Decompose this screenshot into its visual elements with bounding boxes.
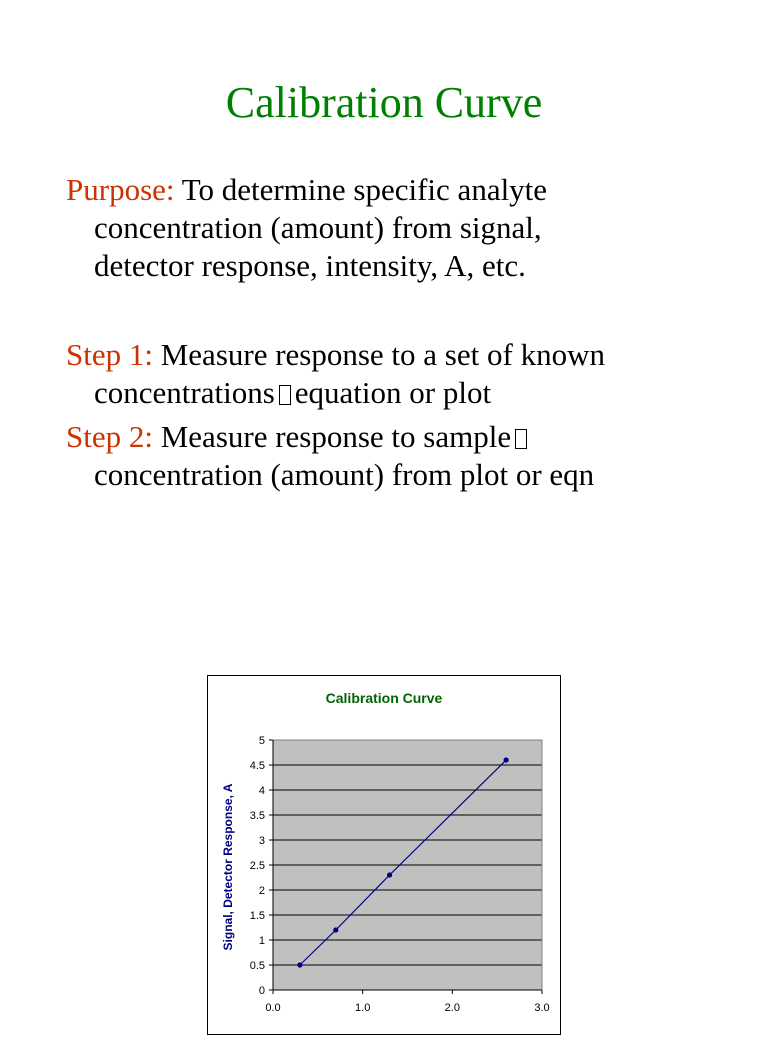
y-tick-label: 2 — [258, 885, 265, 897]
purpose-paragraph — [66, 171, 746, 285]
x-tick-label: 0.0 — [265, 1002, 281, 1014]
step2-text-1: Measure response to sample — [160, 419, 512, 454]
chart-y-axis-label: Signal, Detector Response, A — [221, 783, 235, 951]
step2-paragraph — [66, 418, 746, 494]
step1-line-1 — [66, 336, 746, 374]
step1-text-1: Measure response to a set of known — [160, 337, 605, 372]
data-point — [297, 962, 302, 967]
purpose-line-2: concentration (amount) from signal, — [94, 210, 542, 245]
step2-label: Step 2: — [66, 419, 153, 454]
y-tick-label: 4.5 — [249, 760, 265, 772]
step1-label: Step 1: — [66, 337, 153, 372]
purpose-line-3: detector response, intensity, A, etc. — [94, 248, 526, 283]
x-tick-label: 3.0 — [534, 1002, 550, 1014]
slide-title: Calibration Curve — [225, 78, 543, 127]
step1-line-2 — [66, 374, 746, 412]
y-tick-label: 0 — [258, 985, 265, 997]
purpose-label: Purpose: — [66, 172, 175, 207]
step2-line-2: concentration (amount) from plot or eqn — [94, 457, 595, 492]
data-point — [387, 872, 392, 877]
step2-line-1 — [66, 418, 746, 456]
x-tick-label: 1.0 — [355, 1002, 371, 1014]
y-tick-label: 1 — [258, 935, 265, 947]
y-tick-label: 2.5 — [249, 860, 265, 872]
y-tick-label: 3.5 — [249, 810, 265, 822]
chart-svg — [208, 676, 560, 1034]
step1-text-2a: concentrations — [94, 375, 275, 410]
y-tick-label: 5 — [258, 735, 265, 747]
missing-arrow-glyph-icon — [279, 385, 291, 405]
y-tick-label: 0.5 — [249, 960, 265, 972]
x-tick-label: 2.0 — [444, 1002, 460, 1014]
data-point — [504, 757, 509, 762]
step1-paragraph — [66, 336, 746, 412]
y-tick-label: 3 — [258, 835, 265, 847]
calibration-chart — [207, 675, 561, 1035]
step1-text-2b: equation or plot — [294, 375, 492, 410]
chart-title: Calibration Curve — [325, 690, 443, 706]
missing-arrow-glyph-icon — [515, 429, 527, 449]
purpose-text-1: To determine specific analyte — [181, 172, 548, 207]
y-tick-label: 4 — [258, 785, 265, 797]
purpose-line-1 — [66, 171, 746, 209]
data-point — [333, 927, 338, 932]
y-tick-label: 1.5 — [249, 910, 265, 922]
